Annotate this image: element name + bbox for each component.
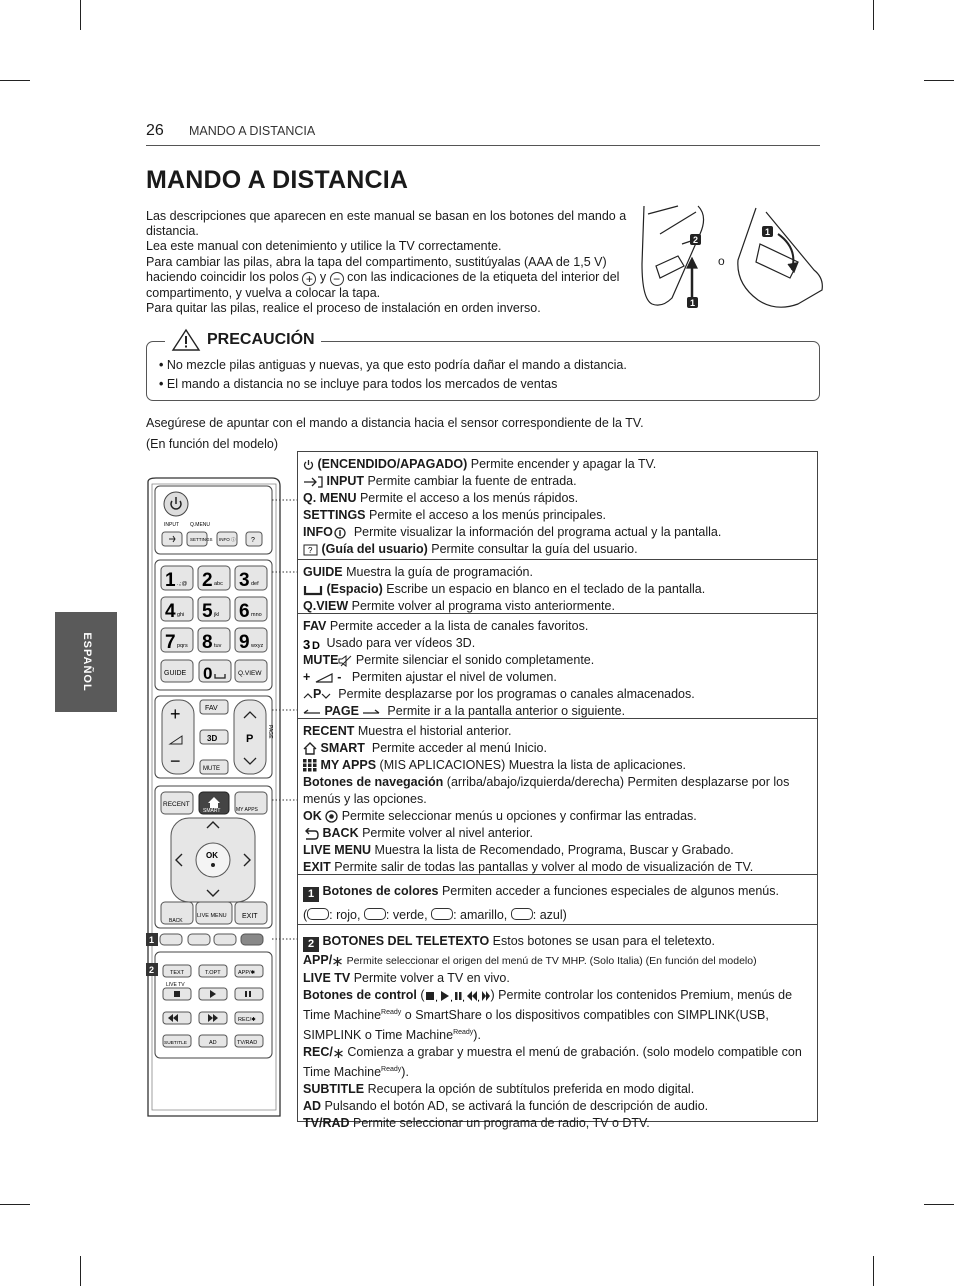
crop-mark [873,0,874,30]
keypad-digit: 9 [239,632,250,653]
svg-text:LIVE MENU: LIVE MENU [197,913,227,919]
battery-cover-illustration [638,204,824,314]
row-guide-group: GUIDE Muestra la guía de programación. (Espacio) Escribe un espacio en blanco en el teclado de la pantalla. Q.VIEW Permite volver al programa visto anteriormente. [298,560,817,614]
svg-text:3D: 3D [207,734,218,743]
keypad-digit: 1 [165,570,176,591]
home-icon [303,742,317,755]
row-color-buttons: 1 Botones de colores Permiten acceder a funciones especiales de algunos menús. ( : rojo, : verde, : amarillo, : azul) [298,875,817,925]
svg-text:PAGE: PAGE [267,725,273,739]
intro-p2: Lea este manual con detenimiento y utilice la TV correctamente. [146,239,502,254]
remote-control-illustration [142,460,302,1120]
svg-text:3: 3 [303,637,311,650]
page-header [146,122,820,146]
plus-pole-icon: + [302,272,316,286]
3d-icon [303,637,323,650]
svg-text:?: ? [308,546,313,555]
page-left-icon [303,708,321,718]
playback-controls-icon [425,990,491,1002]
svg-text:MY APPS: MY APPS [236,807,258,813]
intro-p4: Para quitar las pilas, realice el proceso de instalación en orden inverso. [146,301,541,316]
svg-text:OK: OK [206,851,218,860]
asterisk-icon [333,1048,344,1059]
keypad-letters: def [251,581,259,587]
keypad-digit: 7 [165,632,176,653]
svg-text:,: , [476,992,480,1002]
caution-box [146,331,820,401]
marker-2-badge: 2 [303,937,319,952]
svg-text:TEXT: TEXT [170,970,185,976]
asterisk-icon [332,956,343,967]
caution-item: • No mezcle pilas antiguas y nuevas, ya que esto podría dañar el mando a distancia. [159,356,627,375]
keypad-letters: jkl [214,612,220,618]
keypad-letters: ghi [177,612,185,618]
mute-icon [338,655,352,667]
keypad-letters: abc [214,581,223,587]
svg-text:AD: AD [209,1040,217,1046]
svg-text:D: D [312,640,320,650]
keypad-digit: 2 [202,570,213,591]
svg-text:T.OPT: T.OPT [205,970,221,976]
svg-text:SETTINGS: SETTINGS [190,537,213,542]
svg-text:MUTE: MUTE [203,766,220,772]
intro-p1: Las descripciones que aparecen en este manual se basan en los botones del mando a distancia. [146,209,627,239]
crop-mark [80,1256,81,1286]
svg-text:−: − [170,751,181,771]
language-tab [55,612,117,712]
keypad-letters: tuv [214,643,222,649]
keypad-digit: 8 [202,632,213,653]
svg-text:2: 2 [149,965,155,975]
caution-list [159,356,627,394]
svg-text:,: , [434,992,438,1002]
page-right-icon [362,708,380,718]
keypad-digit: 4 [165,601,176,622]
svg-text:APP/✱: APP/✱ [238,970,256,976]
green-button-icon [364,908,386,920]
page-number: 26 [146,122,164,139]
chevron-up-icon [303,691,313,701]
svg-text:1: 1 [689,298,696,308]
marker-1-badge: 1 [303,887,319,902]
keypad-digit: 6 [239,601,250,622]
crop-mark [80,0,81,30]
svg-text:,: , [461,992,465,1002]
svg-text:SMART: SMART [203,808,221,814]
row-power-group: (ENCENDIDO/APAGADO) Permite encender y apagar la TV. INPUT Permite cambiar la fuente de entrada. Q. MENU Permite el acceso a los menús rápidos. SETTINGS Permite el acceso a los menús principales. INFO Permite visualizar la información del programa actual y la pantalla. ? (Guía del usuario) Permite consultar la guía del usuario. [298,452,817,560]
svg-text:+: + [170,704,181,724]
page-title: MANDO A DISTANCIA [146,166,409,194]
blue-button-icon [511,908,533,920]
intro-p3: Para cambiar las pilas, abra la tapa del compartimento, sustitúyalas (AAA de 1,5 V) haciendo coincidir los polos + y − con las indicaciones de la etiqueta del interior del compartimento, y vuelva a colocar la tapa. [146,254,620,300]
caution-title: PRECAUCIÓN [207,331,315,348]
keypad-letters: wxyz [251,643,264,649]
chevron-down-icon [321,691,331,701]
info-icon [333,527,347,539]
numeric-keypad [161,566,267,653]
crop-mark [924,1204,954,1205]
intro-text [146,209,636,316]
row-fav-group: FAV Permite acceder a la lista de canales favoritos. 3 D Usado para ver vídeos 3D. MUTE Permite silenciar el sonido completamente. + - Permiten ajustar el nivel de volumen. P Permite desplazarse por los programas o canales almacenados. PAGE Permite ir a la pantalla anterior o siguiente. [298,614,817,719]
button-description-table [297,451,818,1130]
language-tab-label: ESPAÑOL [81,632,93,692]
crop-mark [0,1204,30,1205]
svg-text:1: 1 [149,935,155,945]
warning-triangle-icon [171,328,201,352]
minus-pole-icon: − [330,272,344,286]
ok-icon [325,810,338,823]
caution-item: • El mando a distancia no se incluye para todos los mercados de ventas [159,375,627,394]
power-icon [303,459,314,471]
red-button-icon [307,908,329,920]
row-teletext-group: 2 BOTONES DEL TELETEXTO Estos botones se usan para el teletexto. APP/ Permite seleccionar el origen del menú de TV MHP. (Solo Italia) (En función del modelo) LIVE TV Permite volver a TV en vivo. Botones de control ( , , , , ) Permite controlar los contenidos Premium, menús de Time Machine$^{Ready}$ o SmartShare o los dispositivos compatibles con SIMPLINK(USB, SIMPLINK o Time Machine$^{Ready}$). REC/ Comienza a grabar y muestra el menú de grabación. (solo modelo compatible con Time Machine$^{Ready}$). SUBTITLE Recupera la opción de subtítulos preferida en modo digital. AD Pulsando el botón AD, se activará la función de descripción de audio. TV/RAD Permite seleccionar un programa de radio, TV o DTV. [303,934,802,1130]
keypad-digit: 5 [202,601,213,622]
svg-text:1: 1 [764,227,771,237]
svg-text:INPUT: INPUT [164,522,179,528]
yellow-button-icon [431,908,453,920]
keypad-letters: mno [251,612,262,618]
volume-icon [314,672,334,684]
row-navigation-group: RECENT Muestra el historial anterior. SMART Permite acceder al menú Inicio. MY APPS (MIS APLICACIONES) Muestra la lista de aplicaciones. Botones de navegación (arriba/abajo/izquierda/derecha) Permiten desplazarse por los menús y las opciones. OK Permite seleccionar menús u opciones y confirmar las entradas. BACK Permite volver al nivel anterior. LIVE MENU Muestra la lista de Recomendado, Programa, Buscar y Grabado. EXIT Permite salir de todas las pantallas y volver al modo de visualización de TV. [298,719,817,875]
input-icon [303,476,323,488]
svg-text:Q.VIEW: Q.VIEW [238,670,262,677]
svg-text:,: , [449,992,453,1002]
or-label: o [718,254,725,268]
keypad-digit: 3 [239,570,250,591]
svg-text:FAV: FAV [205,705,218,712]
running-title: MANDO A DISTANCIA [189,124,316,138]
svg-text:RECENT: RECENT [163,801,190,808]
svg-text:Q.MENU: Q.MENU [190,522,210,528]
svg-text:2: 2 [692,235,699,245]
svg-text:INFO ⓘ: INFO ⓘ [219,537,236,542]
crop-mark [0,80,30,81]
svg-text:REC/✱: REC/✱ [238,1017,256,1023]
my-apps-grid-icon [303,759,317,772]
svg-text:SUBTITLE: SUBTITLE [164,1041,187,1046]
svg-text:LIVE TV: LIVE TV [166,982,185,988]
svg-text:?: ? [251,537,255,544]
svg-text:P: P [246,733,254,745]
back-arrow-icon [303,828,319,840]
svg-text:BACK: BACK [169,918,183,924]
svg-text:EXIT: EXIT [242,913,258,920]
aim-instruction: Asegúrese de apuntar con el mando a distancia hacia el sensor correspondiente de la TV. [146,416,644,430]
svg-text:GUIDE: GUIDE [164,670,187,677]
space-icon [303,584,323,596]
crop-mark [924,80,954,81]
keypad-letters: pqrs [177,643,188,649]
svg-text:0: 0 [203,664,213,683]
svg-text:TV/RAD: TV/RAD [237,1040,258,1046]
model-note: (En función del modelo) [146,437,279,451]
keypad-letters: .,;@ [177,581,188,587]
crop-mark [873,1256,874,1286]
user-guide-icon [303,544,318,556]
